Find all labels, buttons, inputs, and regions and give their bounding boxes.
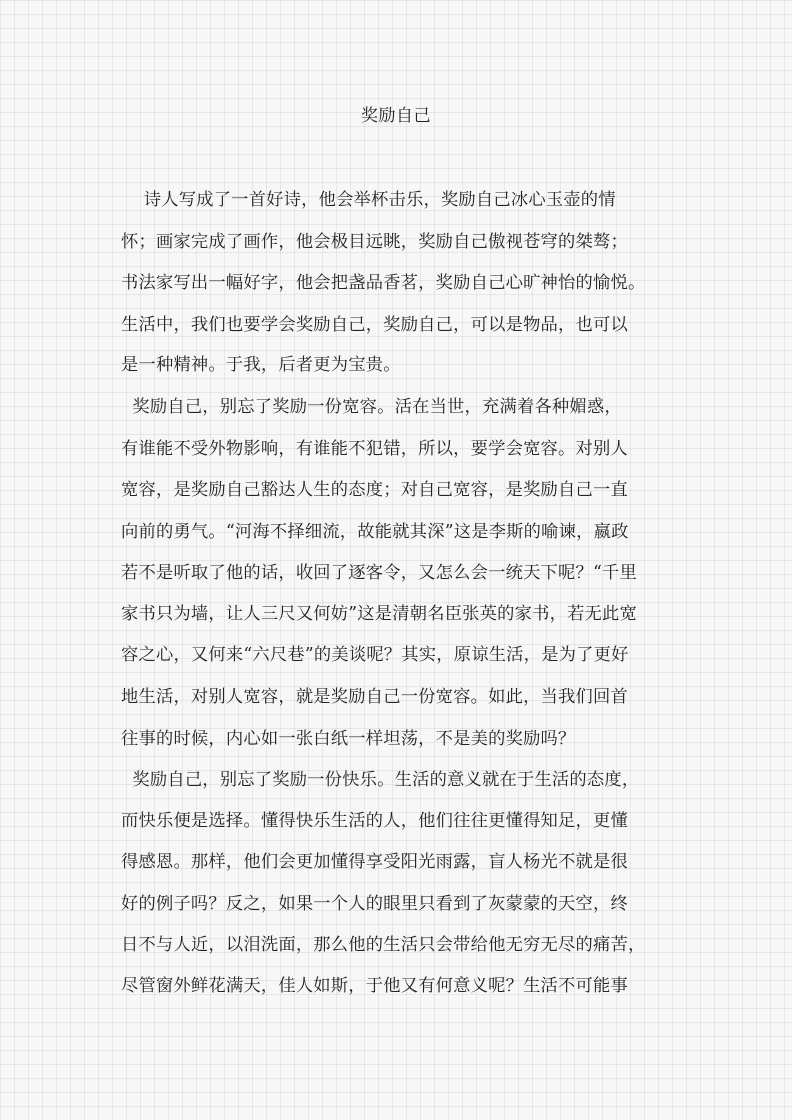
text-line: 有谁能不受外物影响，有谁能不犯错，所以，要学会宽容。对别人 — [121, 439, 628, 459]
text-line: 奖励自己，别忘了奖励一份快乐。生活的意义就在于生活的态度， — [121, 770, 640, 790]
text-line: 宽容，是奖励自己豁达人生的态度；对自己宽容，是奖励自己一直 — [121, 480, 628, 500]
text-line: 诗人写成了一首好诗，他会举杯击乐，奖励自己冰心玉壶的情 — [121, 190, 616, 210]
document-title: 奖励自己 — [361, 106, 431, 126]
text-line: 向前的勇气。“河海不择细流，故能就其深”这是李斯的喻谏，嬴政 — [121, 522, 629, 542]
text-line: 奖励自己，别忘了奖励一份宽容。活在当世，充满着各种媚惑， — [121, 397, 622, 417]
text-line: 生活中，我们也要学会奖励自己，奖励自己，可以是物品，也可以 — [121, 315, 628, 335]
text-line: 而快乐便是选择。懂得快乐生活的人，他们往往更懂得知足，更懂 — [121, 811, 628, 831]
text-line: 怀；画家完成了画作，他会极目远眺，奖励自己傲视苍穹的桀骜； — [121, 232, 628, 252]
text-line: 家书只为墙，让人三尺又何妨”这是清朝名臣张英的家书，若无此宽 — [121, 604, 637, 624]
text-line: 好的例子吗？反之，如果一个人的眼里只看到了灰蒙蒙的天空，终 — [121, 894, 628, 914]
text-line: 容之心，又何来“六尺巷”的美谈呢？其实，原谅生活，是为了更好 — [121, 645, 629, 665]
text-line: 往事的时候，内心如一张白纸一样坦荡，不是美的奖励吗？ — [121, 729, 576, 749]
text-line: 是一种精神。于我，后者更为宝贵。 — [121, 355, 401, 375]
text-line: 得感恩。那样，他们会更加懂得享受阳光雨露，盲人杨光不就是很 — [121, 852, 628, 872]
text-line: 地生活，对别人宽容，就是奖励自己一份宽容。如此，当我们回首 — [121, 687, 628, 707]
text-line: 书法家写出一幅好字，他会把盏品香茗，奖励自己心旷神怡的愉悦。 — [121, 273, 646, 293]
text-line: 日不与人近，以泪洗面，那么他的生活只会带给他无穷无尽的痛苦， — [121, 935, 646, 955]
text-line: 尽管窗外鲜花满天，佳人如斯，于他又有何意义呢？生活不可能事 — [121, 976, 628, 996]
text-line: 若不是听取了他的话，收回了逐客令，又怎么会一统天下呢？“千里 — [121, 563, 637, 583]
